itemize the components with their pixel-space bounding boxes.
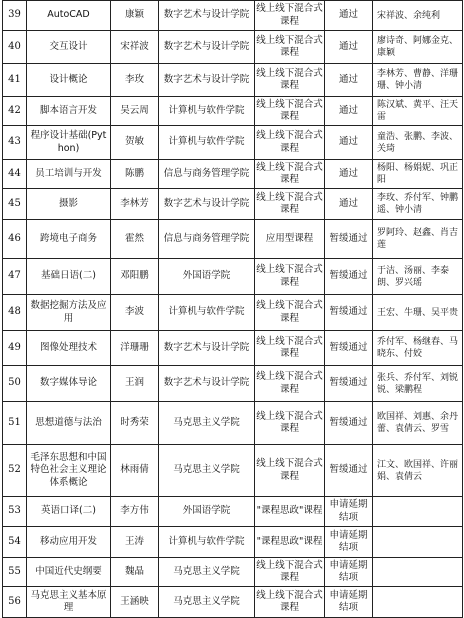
team-members: 杨阳、杨娟妮、巩正阳 [373,160,463,189]
review-result: 申请延期结项 [325,587,373,618]
team-members [373,527,463,558]
review-result: 暂缓通过 [325,402,373,445]
course-name: 数字媒体导论 [27,366,111,402]
course-type: 应用型课程 [255,220,325,259]
college-name: 外国语学院 [159,497,255,527]
row-number: 50 [3,366,27,402]
review-result: 通过 [325,126,373,160]
college-name: 计算机与软件学院 [159,97,255,126]
team-members: 王宏、牛珊、吴平贵 [373,295,463,331]
course-leader: 宋祥波 [111,31,159,64]
table-row [3,160,463,189]
review-result: 暂缓通过 [325,259,373,295]
row-number: 39 [3,1,27,31]
course-leader: 贺敏 [111,126,159,160]
course-name: 数据挖掘方法及应用 [27,295,111,331]
course-type: 线上线下混合式课程 [255,445,325,497]
review-result: 申请延期结项 [325,527,373,558]
college-name: 马克思主义学院 [159,558,255,587]
course-type: 线上线下混合式课程 [255,587,325,618]
row-number: 51 [3,402,27,445]
course-name: 中国近代史纲要 [27,558,111,587]
review-result: 暂缓通过 [325,445,373,497]
row-number: 56 [3,587,27,618]
course-name: 程序设计基础(Python) [27,126,111,160]
college-name: 马克思主义学院 [159,402,255,445]
team-members [373,497,463,527]
course-type: 线上线下混合式课程 [255,295,325,331]
table-row [3,445,463,497]
college-name: 计算机与软件学院 [159,295,255,331]
course-name: 思想道德与法治 [27,402,111,445]
row-number: 44 [3,160,27,189]
team-members: 乔付军、杨继春、马晓东、付姣 [373,331,463,366]
row-number: 40 [3,31,27,64]
college-name: 数字艺术与设计学院 [159,31,255,64]
review-result: 暂缓通过 [325,331,373,366]
row-number: 42 [3,97,27,126]
row-number: 55 [3,558,27,587]
review-result: 通过 [325,189,373,220]
table-row [3,220,463,259]
course-type: 线上线下混合式课程 [255,558,325,587]
course-leader: 霍然 [111,220,159,259]
college-name: 数字艺术与设计学院 [159,331,255,366]
course-type: 线上线下混合式课程 [255,126,325,160]
college-name: 信息与商务管理学院 [159,220,255,259]
course-type: 线上线下混合式课程 [255,1,325,31]
table-row [3,366,463,402]
row-number: 47 [3,259,27,295]
course-name: 图像处理技术 [27,331,111,366]
table-row [3,1,463,31]
row-number: 54 [3,527,27,558]
course-leader: 魏晶 [111,558,159,587]
team-members: 陈汉斌、黄平、汪天雷 [373,97,463,126]
course-leader: 吴云周 [111,97,159,126]
college-name: 数字艺术与设计学院 [159,64,255,97]
table-row [3,126,463,160]
row-number: 48 [3,295,27,331]
row-number: 45 [3,189,27,220]
college-name: 计算机与软件学院 [159,527,255,558]
review-result: 通过 [325,1,373,31]
team-members: 廖诗奇、阿娜金克、康颖 [373,31,463,64]
course-type: 线上线下混合式课程 [255,31,325,64]
row-number: 53 [3,497,27,527]
table-row [3,527,463,558]
course-leader: 李方伟 [111,497,159,527]
project-results-table [2,0,463,618]
table-row [3,189,463,220]
table-row [3,64,463,97]
review-result: 申请延期结项 [325,558,373,587]
team-members: 李玫、乔付军、钟鹏遥、钟小清 [373,189,463,220]
table-row [3,497,463,527]
course-leader: 李林芳 [111,189,159,220]
review-result: 通过 [325,31,373,64]
table-row [3,331,463,366]
course-name: 跨境电子商务 [27,220,111,259]
course-name: 员工培训与开发 [27,160,111,189]
course-name: 马克思主义基本原理 [27,587,111,618]
review-result: 申请延期结项 [325,497,373,527]
course-name: 英语口译(二) [27,497,111,527]
team-members [373,587,463,618]
college-name: 数字艺术与设计学院 [159,366,255,402]
college-name: 信息与商务管理学院 [159,160,255,189]
course-leader: 王涵映 [111,587,159,618]
college-name: 外国语学院 [159,259,255,295]
course-type: 线上线下混合式课程 [255,160,325,189]
course-leader: 林雨倩 [111,445,159,497]
course-type: 线上线下混合式课程 [255,331,325,366]
table-row [3,259,463,295]
course-type: 线上线下混合式课程 [255,97,325,126]
course-type: 线上线下混合式课程 [255,366,325,402]
college-name: 计算机与软件学院 [159,126,255,160]
course-leader: 王润 [111,366,159,402]
course-type: 线上线下混合式课程 [255,402,325,445]
course-leader: 时秀荣 [111,402,159,445]
row-number: 46 [3,220,27,259]
course-name: 摄影 [27,189,111,220]
college-name: 马克思主义学院 [159,587,255,618]
team-members: 于洁、汤丽、李泰朗、罗兴瑶 [373,259,463,295]
course-name: 交互设计 [27,31,111,64]
course-name: 毛泽东思想和中国特色社会主义理论体系概论 [27,445,111,497]
table-body [3,1,463,618]
review-result: 通过 [325,160,373,189]
course-leader: 李波 [111,295,159,331]
course-type: "课程思政"课程 [255,527,325,558]
team-members: 童浩、张鹏、李波、关琦 [373,126,463,160]
course-leader: 邓阳鹏 [111,259,159,295]
row-number: 41 [3,64,27,97]
team-members [373,558,463,587]
college-name: 数字艺术与设计学院 [159,189,255,220]
table-row [3,402,463,445]
course-leader: 康颖 [111,1,159,31]
table-row [3,587,463,618]
team-members: 欧国祥、刘惠、余丹蕾、袁倩云、罗雪 [373,402,463,445]
row-number: 49 [3,331,27,366]
course-name: AutoCAD [27,1,111,31]
course-leader: 王涛 [111,527,159,558]
course-type: 线上线下混合式课程 [255,64,325,97]
course-name: 移动应用开发 [27,527,111,558]
table-row [3,295,463,331]
review-result: 暂缓通过 [325,366,373,402]
course-name: 基础日语(二) [27,259,111,295]
review-result: 通过 [325,64,373,97]
course-name: 脚本语言开发 [27,97,111,126]
team-members: 宋祥波、余纯利 [373,1,463,31]
course-leader: 陈鹏 [111,160,159,189]
college-name: 数字艺术与设计学院 [159,1,255,31]
course-name: 设计概论 [27,64,111,97]
row-number: 43 [3,126,27,160]
course-leader: 洋珊珊 [111,331,159,366]
course-type: 线上线下混合式课程 [255,259,325,295]
course-leader: 李玫 [111,64,159,97]
team-members: 李林芳、曹静、洋珊珊、钟小清 [373,64,463,97]
row-number: 52 [3,445,27,497]
course-type: 线上线下混合式课程 [255,189,325,220]
review-result: 暂缓通过 [325,295,373,331]
team-members: 江文、欧国祥、许丽娟、袁倩云 [373,445,463,497]
course-type: "课程思政"课程 [255,497,325,527]
team-members: 罗阿玲、赵鑫、肖吉莲 [373,220,463,259]
team-members: 张兵、乔付军、刘锐锐、梁鹏程 [373,366,463,402]
table-row [3,31,463,64]
review-result: 通过 [325,97,373,126]
table-row [3,558,463,587]
table-row [3,97,463,126]
college-name: 马克思主义学院 [159,445,255,497]
review-result: 暂缓通过 [325,220,373,259]
